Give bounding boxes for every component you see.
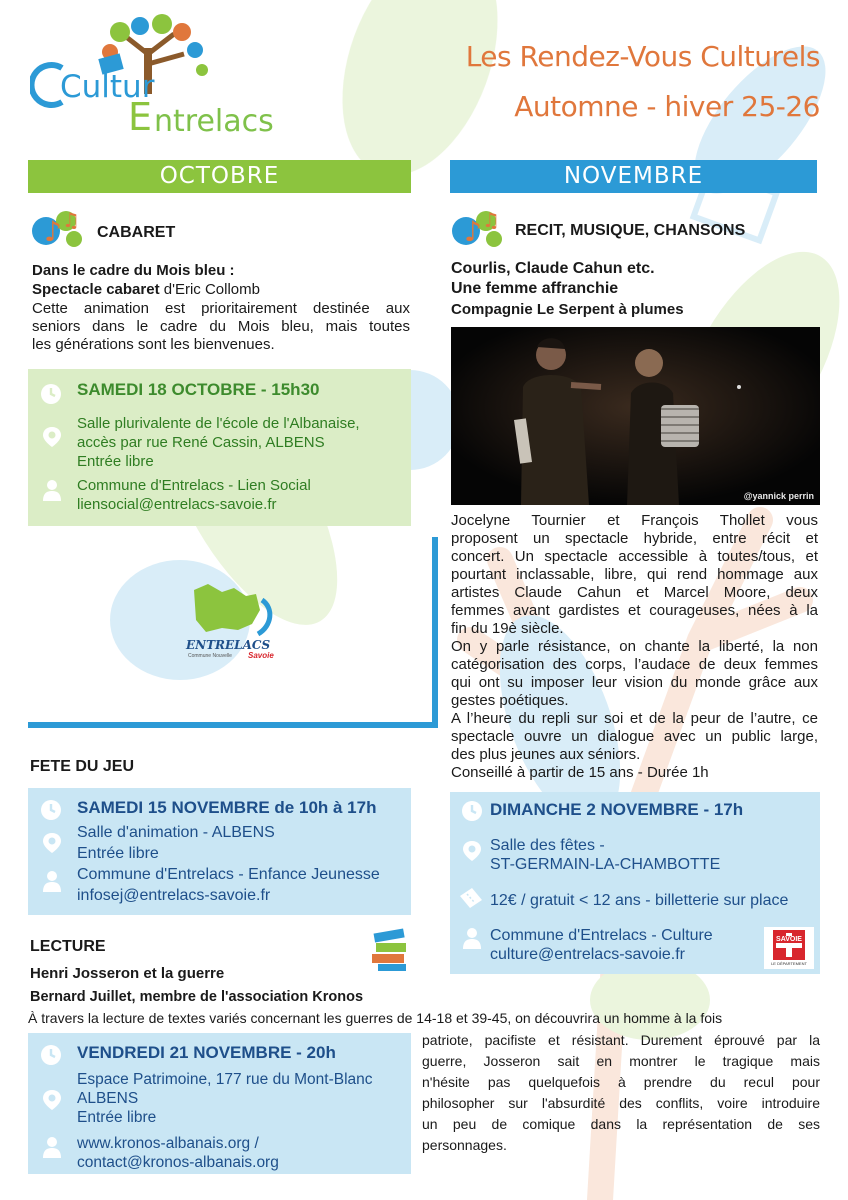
savoie-logo-name: SAVOIE (773, 936, 805, 943)
cabaret-info-box (28, 369, 411, 526)
savoie-logo (764, 927, 814, 969)
recit-desc-line: A l’heure du repli sur soi et de la peur de l’autre, ce (451, 710, 818, 727)
recit-category: RECIT, MUSIQUE, CHANSONS (515, 222, 746, 239)
cabaret-subtitle-bold: Spectacle cabaret (32, 281, 160, 298)
cabaret-org-line: liensocial@entrelacs-savoie.fr (77, 496, 277, 513)
recit-desc-line: spectacle ouvre un dialogue avec un public large, (451, 728, 818, 745)
recit-desc-line: Conseillé à partir de 15 ans - Durée 1h (451, 764, 709, 781)
cabaret-place-line: accès par rue René Cassin, ALBENS (77, 434, 325, 451)
fete-org-line: infosej@entrelacs-savoie.fr (77, 887, 271, 904)
books-icon (370, 925, 412, 973)
savoie-logo-sub: LE DÉPARTEMENT (771, 961, 807, 966)
recit-description (451, 512, 818, 782)
lecture-category: LECTURE (30, 938, 106, 955)
clock-icon (40, 799, 62, 821)
month-bar-november: NOVEMBRE (450, 160, 817, 193)
lecture-place-line: Espace Patrimoine, 177 rue du Mont-Blanc (77, 1071, 373, 1088)
recit-desc-line: fin du 19è siècle. (451, 620, 564, 637)
cabaret-place-line: Entrée libre (77, 453, 154, 470)
recit-info-box (450, 792, 820, 974)
clock-icon (40, 383, 62, 405)
divider-vertical (432, 537, 438, 728)
recit-desc-line: femmes avant gardistes et courageuses, nées à la (451, 602, 818, 619)
recit-org-line: Commune d'Entrelacs - Culture (490, 927, 713, 944)
lecture-date: VENDREDI 21 NOVEMBRE - 20h (77, 1043, 336, 1062)
svg-text:♫: ♫ (62, 208, 80, 232)
logo-text-part1: Cultur (60, 69, 155, 105)
recit-desc-line: catégorisation des corps, l’audace de deux femmes (451, 656, 818, 673)
cabaret-subtitle-rest: d'Eric Collomb (159, 281, 260, 298)
entrelacs-badge-tagline: Commune Nouvelle (188, 653, 232, 659)
cabaret-category: CABARET (97, 224, 176, 241)
performance-photo-illustration (451, 327, 820, 505)
lecture-place-line: Entrée libre (77, 1109, 157, 1126)
entrelacs-badge-name: ENTRELACS (186, 638, 271, 652)
person-icon (41, 1136, 63, 1158)
recit-place-line: ST-GERMAIN-LA-CHAMBOTTE (490, 856, 721, 873)
cabaret-place-line: Salle plurivalente de l'école de l'Albanaise, (77, 415, 360, 432)
recit-desc-line: pourtant inclassable, libre, qui rend hommage aux (451, 566, 818, 583)
fete-category: FETE DU JEU (30, 758, 135, 775)
recit-desc-line: On y parle résistance, on chante la liberté, la non (451, 638, 818, 655)
lecture-desc-line: guerre, Josseron sait en montrer le tragique mais (422, 1053, 820, 1069)
recit-desc-line: concert. Un spectacle accessible à toutes/tous, et (451, 548, 818, 565)
fete-info-box (28, 788, 411, 915)
person-icon (41, 870, 63, 892)
location-pin-icon (41, 832, 63, 854)
page-title-line1: Les Rendez-Vous Culturels (465, 40, 820, 73)
fete-date: SAMEDI 15 NOVEMBRE de 10h à 17h (77, 798, 377, 817)
logo-text-e: E (128, 95, 153, 139)
cabaret-subtitle (32, 281, 260, 298)
lecture-description (422, 1030, 820, 1156)
logo (30, 14, 274, 139)
recit-place-line: Salle des fêtes - (490, 837, 605, 854)
lecture-desc-line: personnages. (422, 1137, 507, 1153)
fete-place-line: Entrée libre (77, 845, 159, 862)
recit-company: Compagnie Le Serpent à plumes (451, 301, 684, 318)
location-pin-icon (461, 840, 483, 862)
cabaret-desc-line: Cette animation est prioritairement destinée aux (32, 300, 410, 317)
lecture-desc-line: n'hésite pas quelquefois à prendre du recul pour (422, 1074, 820, 1090)
music-note-icon (452, 201, 506, 251)
cabaret-heading: Dans le cadre du Mois bleu : (32, 262, 235, 279)
lecture-desc-line: philosopher sur l'absurdité des conflits, voire introduire (422, 1095, 820, 1111)
cabaret-desc-line: les générations sont les bienvenues. (32, 336, 275, 353)
cabaret-desc-line: seniors dans le cadre du Mois bleu, mais toutes (32, 318, 410, 335)
recit-desc-line: proposent un spectacle hybride, entre récit et (451, 530, 818, 547)
recit-price: 12€ / gratuit < 12 ans - billetterie sur place (490, 892, 789, 909)
performance-photo (451, 327, 820, 505)
clock-icon (461, 800, 483, 822)
divider-horizontal (28, 722, 438, 728)
recit-title-line2: Une femme affranchie (451, 280, 619, 297)
recit-desc-line: Jocelyne Tournier et François Thollet vous (451, 512, 818, 529)
lecture-place-line: ALBENS (77, 1090, 139, 1107)
lecture-info-box (28, 1033, 411, 1174)
page-title-line2: Automne - hiver 25-26 (514, 90, 820, 123)
location-pin-icon (41, 1089, 63, 1111)
clock-icon (40, 1044, 62, 1066)
person-icon (461, 927, 483, 949)
entrelacs-badge (186, 580, 278, 664)
lecture-author: Bernard Juillet, membre de l'association Kronos (30, 989, 364, 1005)
entrelacs-map-icon (186, 580, 278, 640)
lecture-org-line: contact@kronos-albanais.org (77, 1154, 279, 1171)
lecture-desc-line: un peu de comique dans la représentation de ses (422, 1116, 820, 1132)
svg-text:♪: ♪ (464, 215, 482, 248)
recit-desc-line: gestes poétiques. (451, 692, 569, 709)
fete-org-line: Commune d'Entrelacs - Enfance Jeunesse (77, 866, 380, 883)
recit-desc-line: artistes Claude Cahun et Marcel Moore, deux (451, 584, 818, 601)
recit-title-line1: Courlis, Claude Cahun etc. (451, 260, 655, 277)
logo-text-part3: ntrelacs (154, 104, 274, 139)
cabaret-description (32, 300, 410, 354)
location-pin-icon (41, 426, 63, 448)
fete-place-line: Salle d'animation - ALBENS (77, 824, 275, 841)
cabaret-org-line: Commune d'Entrelacs - Lien Social (77, 477, 311, 494)
recit-org-line: culture@entrelacs-savoie.fr (490, 946, 685, 963)
entrelacs-badge-region: Savoie (248, 651, 274, 660)
ticket-icon (458, 886, 484, 908)
recit-desc-line: des plus jeunes aux séniors. (451, 746, 641, 763)
cabaret-date: SAMEDI 18 OCTOBRE - 15h30 (77, 380, 320, 399)
music-note-icon (32, 201, 86, 251)
lecture-org-line: www.kronos-albanais.org / (77, 1135, 259, 1152)
recit-date: DIMANCHE 2 NOVEMBRE - 17h (490, 800, 744, 819)
person-icon (41, 479, 63, 501)
month-bar-october: OCTOBRE (28, 160, 411, 193)
svg-text:♪: ♪ (44, 215, 62, 248)
lecture-desc-line: patriote, pacifiste et résistant. Durement éprouvé par la (422, 1032, 820, 1048)
svg-text:♫: ♫ (482, 208, 500, 232)
lecture-title: Henri Josseron et la guerre (30, 965, 225, 982)
lecture-intro: À travers la lecture de textes variés concernant les guerres de 14-18 et 39-45, on découvrira un homme à la fois (28, 1010, 723, 1026)
recit-desc-line: qui ont su imposer leur vision du monde grâce aux (451, 674, 818, 691)
photo-credit: @yannick perrin (743, 491, 814, 501)
